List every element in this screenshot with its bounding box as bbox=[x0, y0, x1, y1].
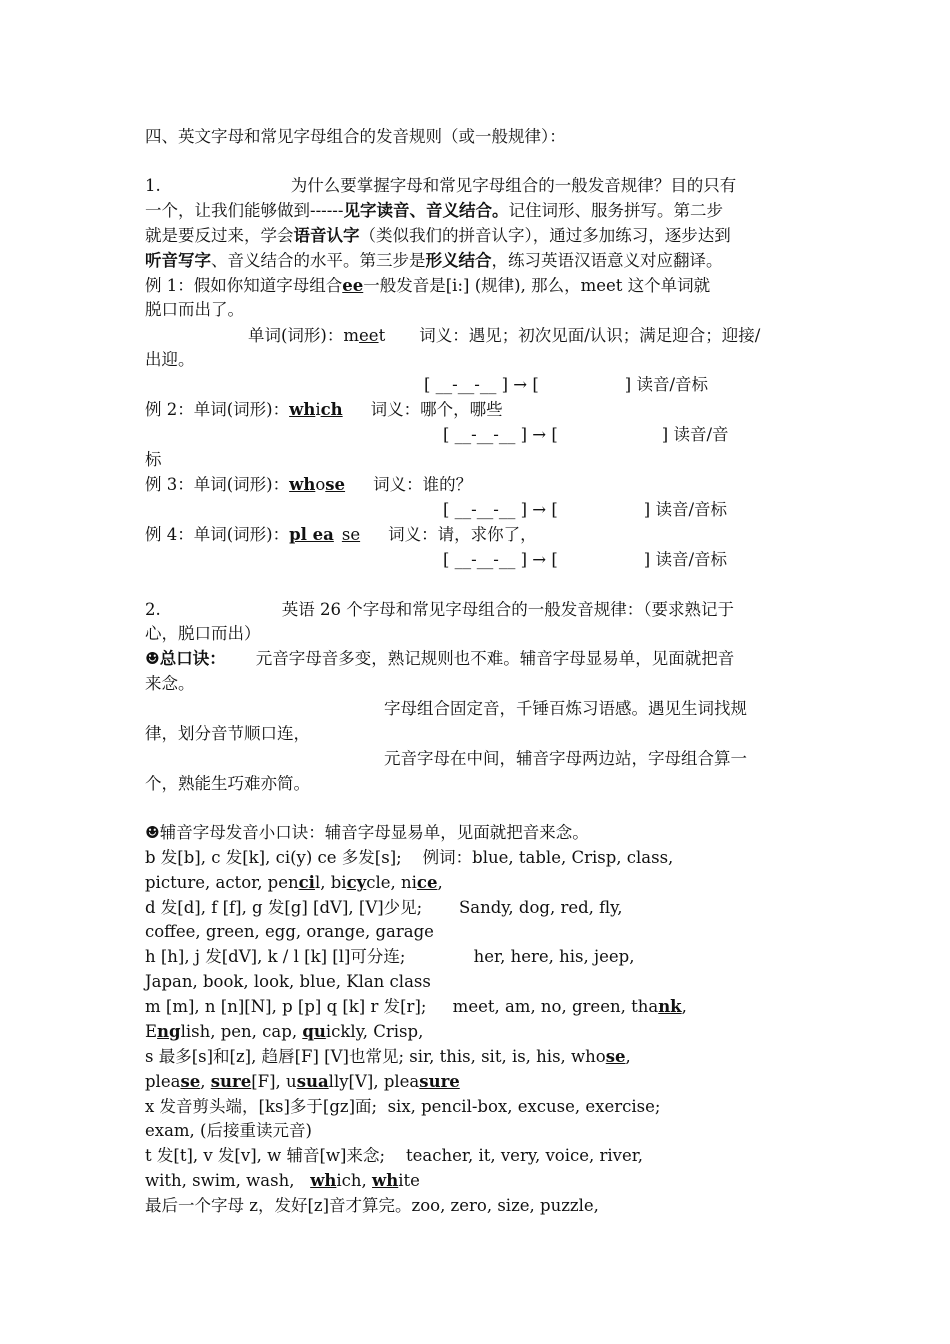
r8-qu: qu bbox=[302, 1022, 326, 1041]
blank-syllables-1: [ __-__-__ ] → [ bbox=[424, 375, 539, 394]
word1-label: 单词(词形)： bbox=[248, 326, 344, 345]
word1-m: m bbox=[343, 326, 360, 345]
mnemonic-line1 bbox=[145, 649, 734, 669]
r8-ng: ng bbox=[157, 1022, 181, 1041]
part1-text-3c: （类似我们的拼音认字），通过多加练习，逐步达到 bbox=[359, 226, 731, 245]
example2-meaning: 词义：哪个，哪些 bbox=[370, 400, 503, 419]
example1-ee: ee bbox=[342, 276, 364, 295]
phonetic-label-2: ] 读音/音 bbox=[661, 425, 729, 444]
blank-syllables-3: [ __-__-__ ] → [ bbox=[443, 500, 558, 519]
consonant-row-12: exam, (后接重读元音) bbox=[145, 1121, 312, 1140]
phonetic-label-3: ] 读音/音标 bbox=[643, 500, 728, 519]
example4-line bbox=[145, 525, 537, 545]
mnemonic-line2-cont: 律，划分音节顺口连， bbox=[145, 724, 310, 743]
r10g: lly[V], plea bbox=[328, 1072, 420, 1091]
word1-ee: ee bbox=[359, 326, 379, 345]
part1-bold-4c: 形义结合 bbox=[425, 251, 492, 270]
consonant-row-13: t 发[t], v 发[v], w 辅音[w]来念; teacher, it, very, voice, river, bbox=[145, 1146, 644, 1165]
consonant-row-2 bbox=[145, 873, 443, 893]
part1-text-4b: 、音义结合的水平。第三步是 bbox=[211, 251, 426, 270]
example4-se: se bbox=[341, 525, 361, 544]
blank-row-2 bbox=[443, 425, 729, 445]
part1-line4 bbox=[145, 251, 723, 271]
example3-line bbox=[145, 475, 472, 495]
part1-text-4d: ，练习英语汉语意义对应翻译。 bbox=[491, 251, 723, 270]
r10-se: se bbox=[180, 1072, 201, 1091]
phonetic-label-1: ] 读音/音标 bbox=[624, 375, 709, 394]
r9a: s 最多[s]和[z], 趋唇[F] [V]也常见; sir, this, sit, is, his, who bbox=[145, 1047, 606, 1066]
blank-syllables-2: [ __-__-__ ] → [ bbox=[443, 425, 558, 444]
part2-text-1: 英语 26 个字母和常见字母组合的一般发音规律：（要求熟记于 bbox=[281, 600, 734, 619]
mnemonic-line3-cont: 个，熟能生巧难亦简。 bbox=[145, 774, 310, 793]
part1-line1 bbox=[145, 176, 736, 196]
r7-nk: nk bbox=[658, 997, 682, 1016]
r7a: m [m], n [n][N], p [p] q [k] r 发[r]; meet, am, no, green, tha bbox=[145, 997, 659, 1016]
r14-wh: wh bbox=[310, 1171, 337, 1190]
consonant-row-3: d 发[d], f [f], g 发[g] [dV], [V]少见; Sandy, dog, red, fly, bbox=[145, 898, 623, 917]
mnemonic-text-1: 元音字母音多变，熟记规则也不难。辅音字母显易单，见面就把音 bbox=[255, 649, 735, 668]
example1-rest: 一般发音是[i:] (规律), 那么，meet 这个单词就 bbox=[363, 276, 711, 295]
part1-bold-4a: 听音写字 bbox=[145, 251, 211, 270]
r10-sure2: sure bbox=[419, 1072, 460, 1091]
example4-meaning: 词义：请，求你了， bbox=[388, 525, 537, 544]
part2-line1 bbox=[145, 600, 734, 620]
consonant-row-7 bbox=[145, 997, 687, 1017]
example2-i: i bbox=[315, 400, 321, 419]
r2g: , bbox=[437, 873, 443, 892]
example3-o: o bbox=[315, 475, 326, 494]
r2e: cle, ni bbox=[366, 873, 417, 892]
r2-cy: cy bbox=[346, 873, 367, 892]
consonant-row-10 bbox=[145, 1072, 460, 1092]
r2a: picture, actor, pen bbox=[145, 873, 299, 892]
r8c: lish, pen, cap, bbox=[180, 1022, 303, 1041]
part1-text-2a: 一个，让我们能够做到------ bbox=[145, 201, 344, 220]
part1-text-1: 为什么要掌握字母和常见字母组合的一般发音规律？目的只有 bbox=[290, 176, 737, 195]
consonant-title: ☻辅音字母发音小口诀：辅音字母显易单，见面就把音来念。 bbox=[145, 823, 589, 842]
part1-text-2c: 记住词形、服务拼写。第二步 bbox=[508, 201, 723, 220]
example4-plea: pl ea bbox=[289, 525, 334, 544]
example2-line bbox=[145, 400, 503, 420]
example1-label: 例 1：假如你知道字母组合 bbox=[145, 276, 343, 295]
part1-bold-2b: 见字读音、音义结合。 bbox=[343, 201, 509, 220]
phonetic-label-4: ] 读音/音标 bbox=[643, 550, 728, 569]
r14c: ich, bbox=[336, 1171, 373, 1190]
r7c: , bbox=[681, 997, 687, 1016]
r8e: ickly, Crisp, bbox=[325, 1022, 424, 1041]
consonant-row-11: x 发音剪头端，[ks]多于[gz]面; six, pencil-box, excuse, exercise; bbox=[145, 1097, 661, 1116]
example3-se: se bbox=[325, 475, 346, 494]
consonant-row-1: b 发[b], c 发[k], ci(y) ce 多发[s]; 例词：blue, table, Crisp, class, bbox=[145, 848, 674, 867]
r2c: l, bi bbox=[314, 873, 347, 892]
mnemonic-line3: 元音字母在中间，辅音字母两边站，字母组合算一 bbox=[384, 749, 747, 768]
section-title: 四、英文字母和常见字母组合的发音规则（或一般规律）： bbox=[145, 127, 566, 146]
example3-wh: wh bbox=[289, 475, 316, 494]
example1-line1 bbox=[145, 276, 710, 296]
blank-syllables-4: [ __-__-__ ] → [ bbox=[443, 550, 558, 569]
part1-bold-3b: 语音认字 bbox=[293, 226, 360, 245]
r10c: , bbox=[200, 1072, 211, 1091]
r8a: E bbox=[145, 1022, 158, 1041]
example2-label: 例 2：单词(词形)： bbox=[145, 400, 290, 419]
example4-label: 例 4：单词(词形)： bbox=[145, 525, 290, 544]
r10-sure: sure bbox=[210, 1072, 252, 1091]
r2-ce: ce bbox=[416, 873, 438, 892]
r14e: ite bbox=[398, 1171, 420, 1190]
r10-sua: sua bbox=[296, 1072, 329, 1091]
example2-wh: wh bbox=[289, 400, 316, 419]
r10a: plea bbox=[145, 1072, 181, 1091]
blank-row-3 bbox=[443, 500, 727, 520]
r10e: [F], u bbox=[251, 1072, 297, 1091]
part1-line2 bbox=[145, 201, 723, 221]
example1-line2: 脱口而出了。 bbox=[145, 300, 244, 319]
blank-row-4 bbox=[443, 550, 727, 570]
word1-meaning-cont: 出迎。 bbox=[145, 350, 195, 369]
example3-meaning: 词义：谁的？ bbox=[373, 475, 473, 494]
word1-line bbox=[248, 326, 760, 346]
consonant-row-15: 最后一个字母 z，发好[z]音才算完。zoo, zero, size, puzzle, bbox=[145, 1196, 599, 1215]
r14-wh2: wh bbox=[372, 1171, 399, 1190]
consonant-row-14 bbox=[145, 1171, 420, 1191]
part1-text-3a: 就是要反过来，学会 bbox=[145, 226, 294, 245]
example2-ch: ch bbox=[320, 400, 343, 419]
r9c: , bbox=[625, 1047, 631, 1066]
consonant-row-6: Japan, book, look, blue, Klan class bbox=[145, 972, 431, 991]
blank-row-1 bbox=[424, 375, 708, 395]
part2-number: 2. bbox=[145, 600, 161, 619]
biao-char: 标 bbox=[145, 450, 162, 469]
part2-line2: 心，脱口而出） bbox=[145, 624, 261, 643]
mnemonic-label: ☻总口诀： bbox=[145, 649, 226, 668]
r9-se: se bbox=[605, 1047, 626, 1066]
part1-line3 bbox=[145, 226, 731, 246]
word1-t: t bbox=[378, 326, 386, 345]
r2-ci: ci bbox=[298, 873, 315, 892]
consonant-row-9 bbox=[145, 1047, 631, 1067]
mnemonic-line1-cont: 来念。 bbox=[145, 674, 195, 693]
part1-number: 1. bbox=[145, 176, 161, 195]
example3-label: 例 3：单词(词形)： bbox=[145, 475, 290, 494]
r14a: with, swim, wash, bbox=[145, 1171, 311, 1190]
word1-meaning: 词义：遇见；初次见面/认识；满足迎合；迎接/ bbox=[419, 326, 761, 345]
consonant-row-4: coffee, green, egg, orange, garage bbox=[145, 922, 434, 941]
mnemonic-line2: 字母组合固定音，千锤百炼习语感。遇见生词找规 bbox=[384, 699, 747, 718]
consonant-row-8 bbox=[145, 1022, 423, 1042]
consonant-row-5: h [h], j 发[dV], k / l [k] [l]可分连; her, here, his, jeep, bbox=[145, 947, 635, 966]
